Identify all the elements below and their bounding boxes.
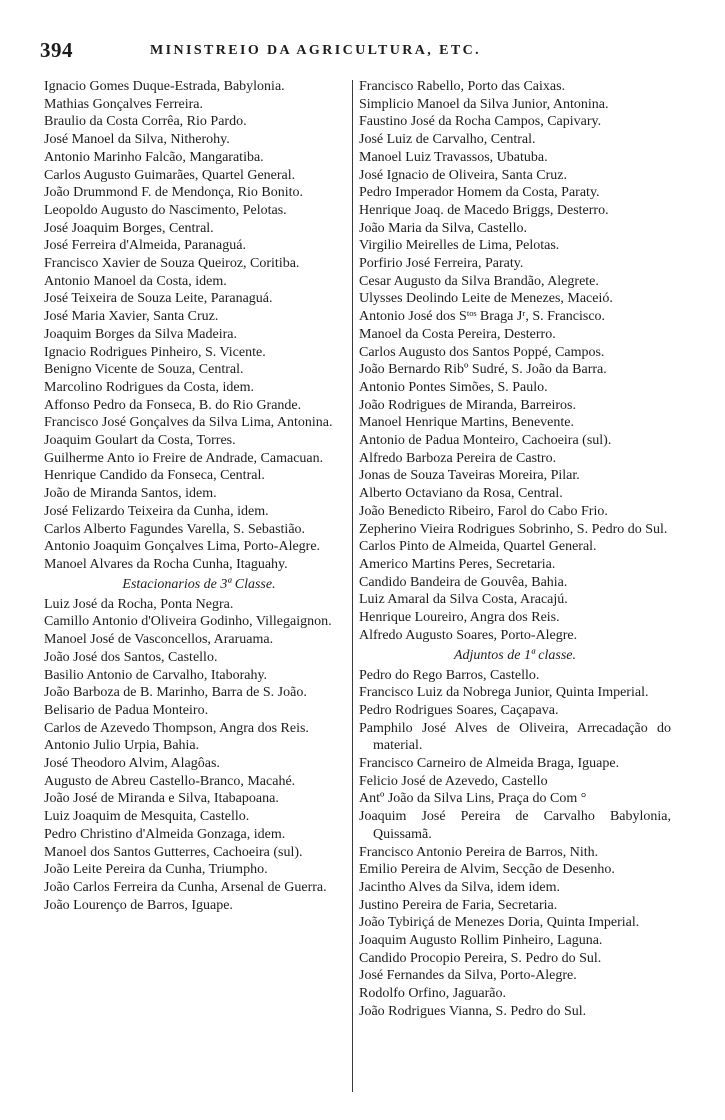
register-entry: José Fernandes da Silva, Porto-Alegre. [359, 968, 577, 984]
register-entry: Pedro Rodrigues Soares, Caçapava. [359, 702, 559, 718]
register-entry: Alfredo Barboza Pereira de Castro. [359, 450, 557, 466]
register-entry: Manoel Luiz Travassos, Ubatuba. [359, 149, 548, 165]
register-entry: Belisario de Padua Monteiro. [44, 702, 209, 718]
register-entry: João de Miranda Santos, idem. [44, 486, 217, 502]
register-entry: Francisco Antonio Pereira de Barros, Nith. [359, 844, 599, 860]
register-entry: José Maria Xavier, Santa Cruz. [44, 309, 219, 325]
register-entry: Manoel José de Vasconcellos, Araruama. [44, 632, 274, 648]
register-entry: Affonso Pedro da Fonseca, B. do Rio Grande. [44, 397, 302, 413]
register-entry: Ignacio Gomes Duque-Estrada, Babylonia. [44, 79, 285, 94]
register-entry: Ulysses Deolindo Leite de Menezes, Maceió. [359, 291, 613, 307]
section-heading-adjuntos: Adjuntos de 1ª classe. [453, 647, 577, 663]
page-number: 394 [40, 38, 73, 62]
right-column [359, 78, 671, 1021]
register-entry: Marcolino Rodrigues da Costa, idem. [44, 379, 254, 395]
register-entry: Manoel da Costa Pereira, Desterro. [359, 326, 556, 342]
register-entry: João José de Miranda e Silva, Itabapoana. [44, 791, 279, 807]
register-entry: Joaquim Augusto Rollim Pinheiro, Laguna. [359, 933, 603, 949]
register-entry: Luiz José da Rocha, Ponta Negra. [44, 596, 234, 612]
register-entry: Antº João da Silva Lins, Praça do Com ° [359, 791, 587, 807]
register-entry: Antonio Manoel da Costa, idem. [44, 273, 227, 289]
register-entry: Americo Martins Peres, Secretaria. [359, 556, 556, 572]
register-entry: Manoel Henrique Martins, Benevente. [359, 415, 574, 431]
left-entries-group-estacionarios [44, 596, 354, 915]
register-entry: José Teixeira de Souza Leite, Paranaguá. [44, 291, 273, 307]
register-entry: João José dos Santos, Castello. [44, 649, 218, 665]
register-entry: Ignacio Rodrigues Pinheiro, S. Vicente. [44, 344, 266, 360]
register-entry: Candido Procopio Pereira, S. Pedro do Sul. [359, 950, 602, 966]
register-entry: Antonio de Padua Monteiro, Cachoeira (sul). [359, 433, 612, 449]
register-entry: Henrique Candido da Fonseca, Central. [44, 468, 265, 484]
register-entry: Rodolfo Orfino, Jaguarão. [359, 986, 506, 1002]
register-entry: João Lourenço de Barros, Iguape. [44, 897, 233, 913]
register-entry: Joaquim José Pereira de Carvalho Babylonia, Quissamã. [359, 809, 671, 842]
register-entry: Camillo Antonio d'Oliveira Godinho, Villegaignon. [44, 614, 332, 630]
register-entry: Francisco Luiz da Nobrega Junior, Quinta Imperial. [359, 685, 649, 701]
column-divider [352, 80, 353, 1092]
register-entry: João Rodrigues de Miranda, Barreiros. [359, 397, 576, 413]
register-entry: Luiz Joaquim de Mesquita, Castello. [44, 809, 250, 825]
register-entry: Francisco José Gonçalves da Silva Lima, Antonina. [44, 415, 333, 431]
register-entry: Jacintho Alves da Silva, idem idem. [359, 879, 561, 895]
register-entry: Justino Pereira de Faria, Secretaria. [359, 897, 558, 913]
register-entry: Augusto de Abreu Castello-Branco, Macahé. [44, 773, 296, 789]
register-entry: Francisco Carneiro de Almeida Braga, Iguape. [359, 756, 620, 772]
register-entry: Guilherme Anto io Freire de Andrade, Camacuan. [44, 450, 324, 466]
register-entry: Manoel Alvares da Rocha Cunha, Itaguahy. [44, 556, 288, 572]
register-entry: Henrique Loureiro, Angra dos Reis. [359, 610, 560, 626]
section-heading-estacionarios: Estacionarios de 3ª Classe. [122, 576, 276, 592]
register-entry: Benigno Vicente de Souza, Central. [44, 362, 244, 378]
register-entry: José Luiz de Carvalho, Central. [359, 132, 536, 148]
register-entry: Francisco Xavier de Souza Queiroz, Coritiba. [44, 256, 300, 272]
register-entry: José Ferreira d'Almeida, Paranaguá. [44, 238, 246, 254]
register-entry: Francisco Rabello, Porto das Caixas. [359, 79, 566, 94]
register-entry: Leopoldo Augusto do Nascimento, Pelotas. [44, 202, 287, 218]
register-entry: Carlos Augusto dos Santos Poppé, Campos. [359, 344, 605, 360]
register-entry: Pedro Christino d'Almeida Gonzaga, idem. [44, 826, 286, 842]
register-entry: João Rodrigues Vianna, S. Pedro do Sul. [359, 1003, 587, 1019]
register-entry: Antonio Joaquim Gonçalves Lima, Porto-Alegre. [44, 539, 321, 555]
register-entry: João Tybiriçá de Menezes Doria, Quinta Imperial. [359, 915, 640, 931]
register-entry: Felicio José de Azevedo, Castello [359, 773, 548, 789]
register-entry: João Barboza de B. Marinho, Barra de S. João. [44, 685, 307, 701]
register-entry: Joaquim Borges da Silva Madeira. [44, 326, 237, 342]
register-entry: João Leite Pereira da Cunha, Triumpho. [44, 862, 268, 878]
register-entry: Carlos Pinto de Almeida, Quartel General. [359, 539, 597, 555]
register-entry: José Joaquim Borges, Central. [44, 220, 214, 236]
register-entry: Porfirio José Ferreira, Paraty. [359, 256, 524, 272]
register-entry: João Carlos Ferreira da Cunha, Arsenal de Guerra. [44, 879, 327, 895]
register-entry: João Bernardo Ribº Sudré, S. João da Barra. [359, 362, 607, 378]
left-entries-group [44, 78, 354, 574]
register-entry: José Theodoro Alvim, Alagôas. [44, 756, 220, 772]
register-entry: Mathias Gonçalves Ferreira. [44, 96, 203, 112]
register-entry: José Ignacio de Oliveira, Santa Cruz. [359, 167, 567, 183]
register-entry: José Manoel da Silva, Nitherohy. [44, 132, 230, 148]
right-entries-group-adjuntos [359, 667, 671, 1021]
register-entry: Joaquim Goulart da Costa, Torres. [44, 433, 236, 449]
register-entry: José Felizardo Teixeira da Cunha, idem. [44, 503, 269, 519]
register-entry: Alberto Octaviano da Rosa, Central. [359, 486, 563, 502]
left-column [44, 78, 354, 914]
register-entry: Antonio Pontes Simões, S. Paulo. [359, 379, 548, 395]
register-entry: Cesar Augusto da Silva Brandão, Alegrete. [359, 273, 599, 289]
register-entry: Antonio José dos Sᵗᵒˢ Braga Jʳ, S. Francisco. [359, 309, 606, 325]
register-entry: Basilio Antonio de Carvalho, Itaborahy. [44, 667, 268, 683]
register-entry: Virgilio Meirelles de Lima, Pelotas. [359, 238, 560, 254]
register-entry: Carlos Alberto Fagundes Varella, S. Sebastião. [44, 521, 306, 537]
register-entry: Carlos Augusto Guimarães, Quartel General. [44, 167, 296, 183]
register-entry: Carlos de Azevedo Thompson, Angra dos Reis. [44, 720, 309, 736]
register-entry: Antonio Julio Urpia, Bahia. [44, 738, 200, 754]
register-entry: Braulio da Costa Corrêa, Rio Pardo. [44, 114, 247, 130]
register-entry: Simplicio Manoel da Silva Junior, Antonina. [359, 96, 609, 112]
register-entry: Zepherino Vieira Rodrigues Sobrinho, S. Pedro do Sul. [359, 521, 668, 537]
register-entry: Pedro Imperador Homem da Costa, Paraty. [359, 185, 600, 201]
register-entry: Alfredo Augusto Soares, Porto-Alegre. [359, 627, 578, 643]
register-entry: Faustino José da Rocha Campos, Capivary. [359, 114, 602, 130]
register-entry: João Drummond F. de Mendonça, Rio Bonito. [44, 185, 304, 201]
register-entry: Emilio Pereira de Alvim, Secção de Desenho. [359, 862, 615, 878]
register-entry: Candido Bandeira de Gouvêa, Bahia. [359, 574, 568, 590]
register-entry: Antonio Marinho Falcão, Mangaratiba. [44, 149, 264, 165]
page-header [40, 38, 680, 68]
right-entries-group [359, 78, 671, 645]
register-entry: João Maria da Silva, Castello. [359, 220, 527, 236]
register-entry: Pedro do Rego Barros, Castello. [359, 667, 540, 683]
register-entry: Manoel dos Santos Gutterres, Cachoeira (sul). [44, 844, 303, 860]
register-entry: Luiz Amaral da Silva Costa, Aracajú. [359, 592, 568, 608]
register-entry: Henrique Joaq. de Macedo Briggs, Desterro. [359, 202, 609, 218]
register-entry: João Benedicto Ribeiro, Farol do Cabo Frio. [359, 503, 608, 519]
register-entry: Jonas de Souza Taveiras Moreira, Pilar. [359, 468, 580, 484]
running-title: MINISTREIO DA AGRICULTURA, ETC. [150, 43, 481, 58]
register-entry: Pamphilo José Alves de Oliveira, Arrecadação do material. [359, 720, 671, 754]
